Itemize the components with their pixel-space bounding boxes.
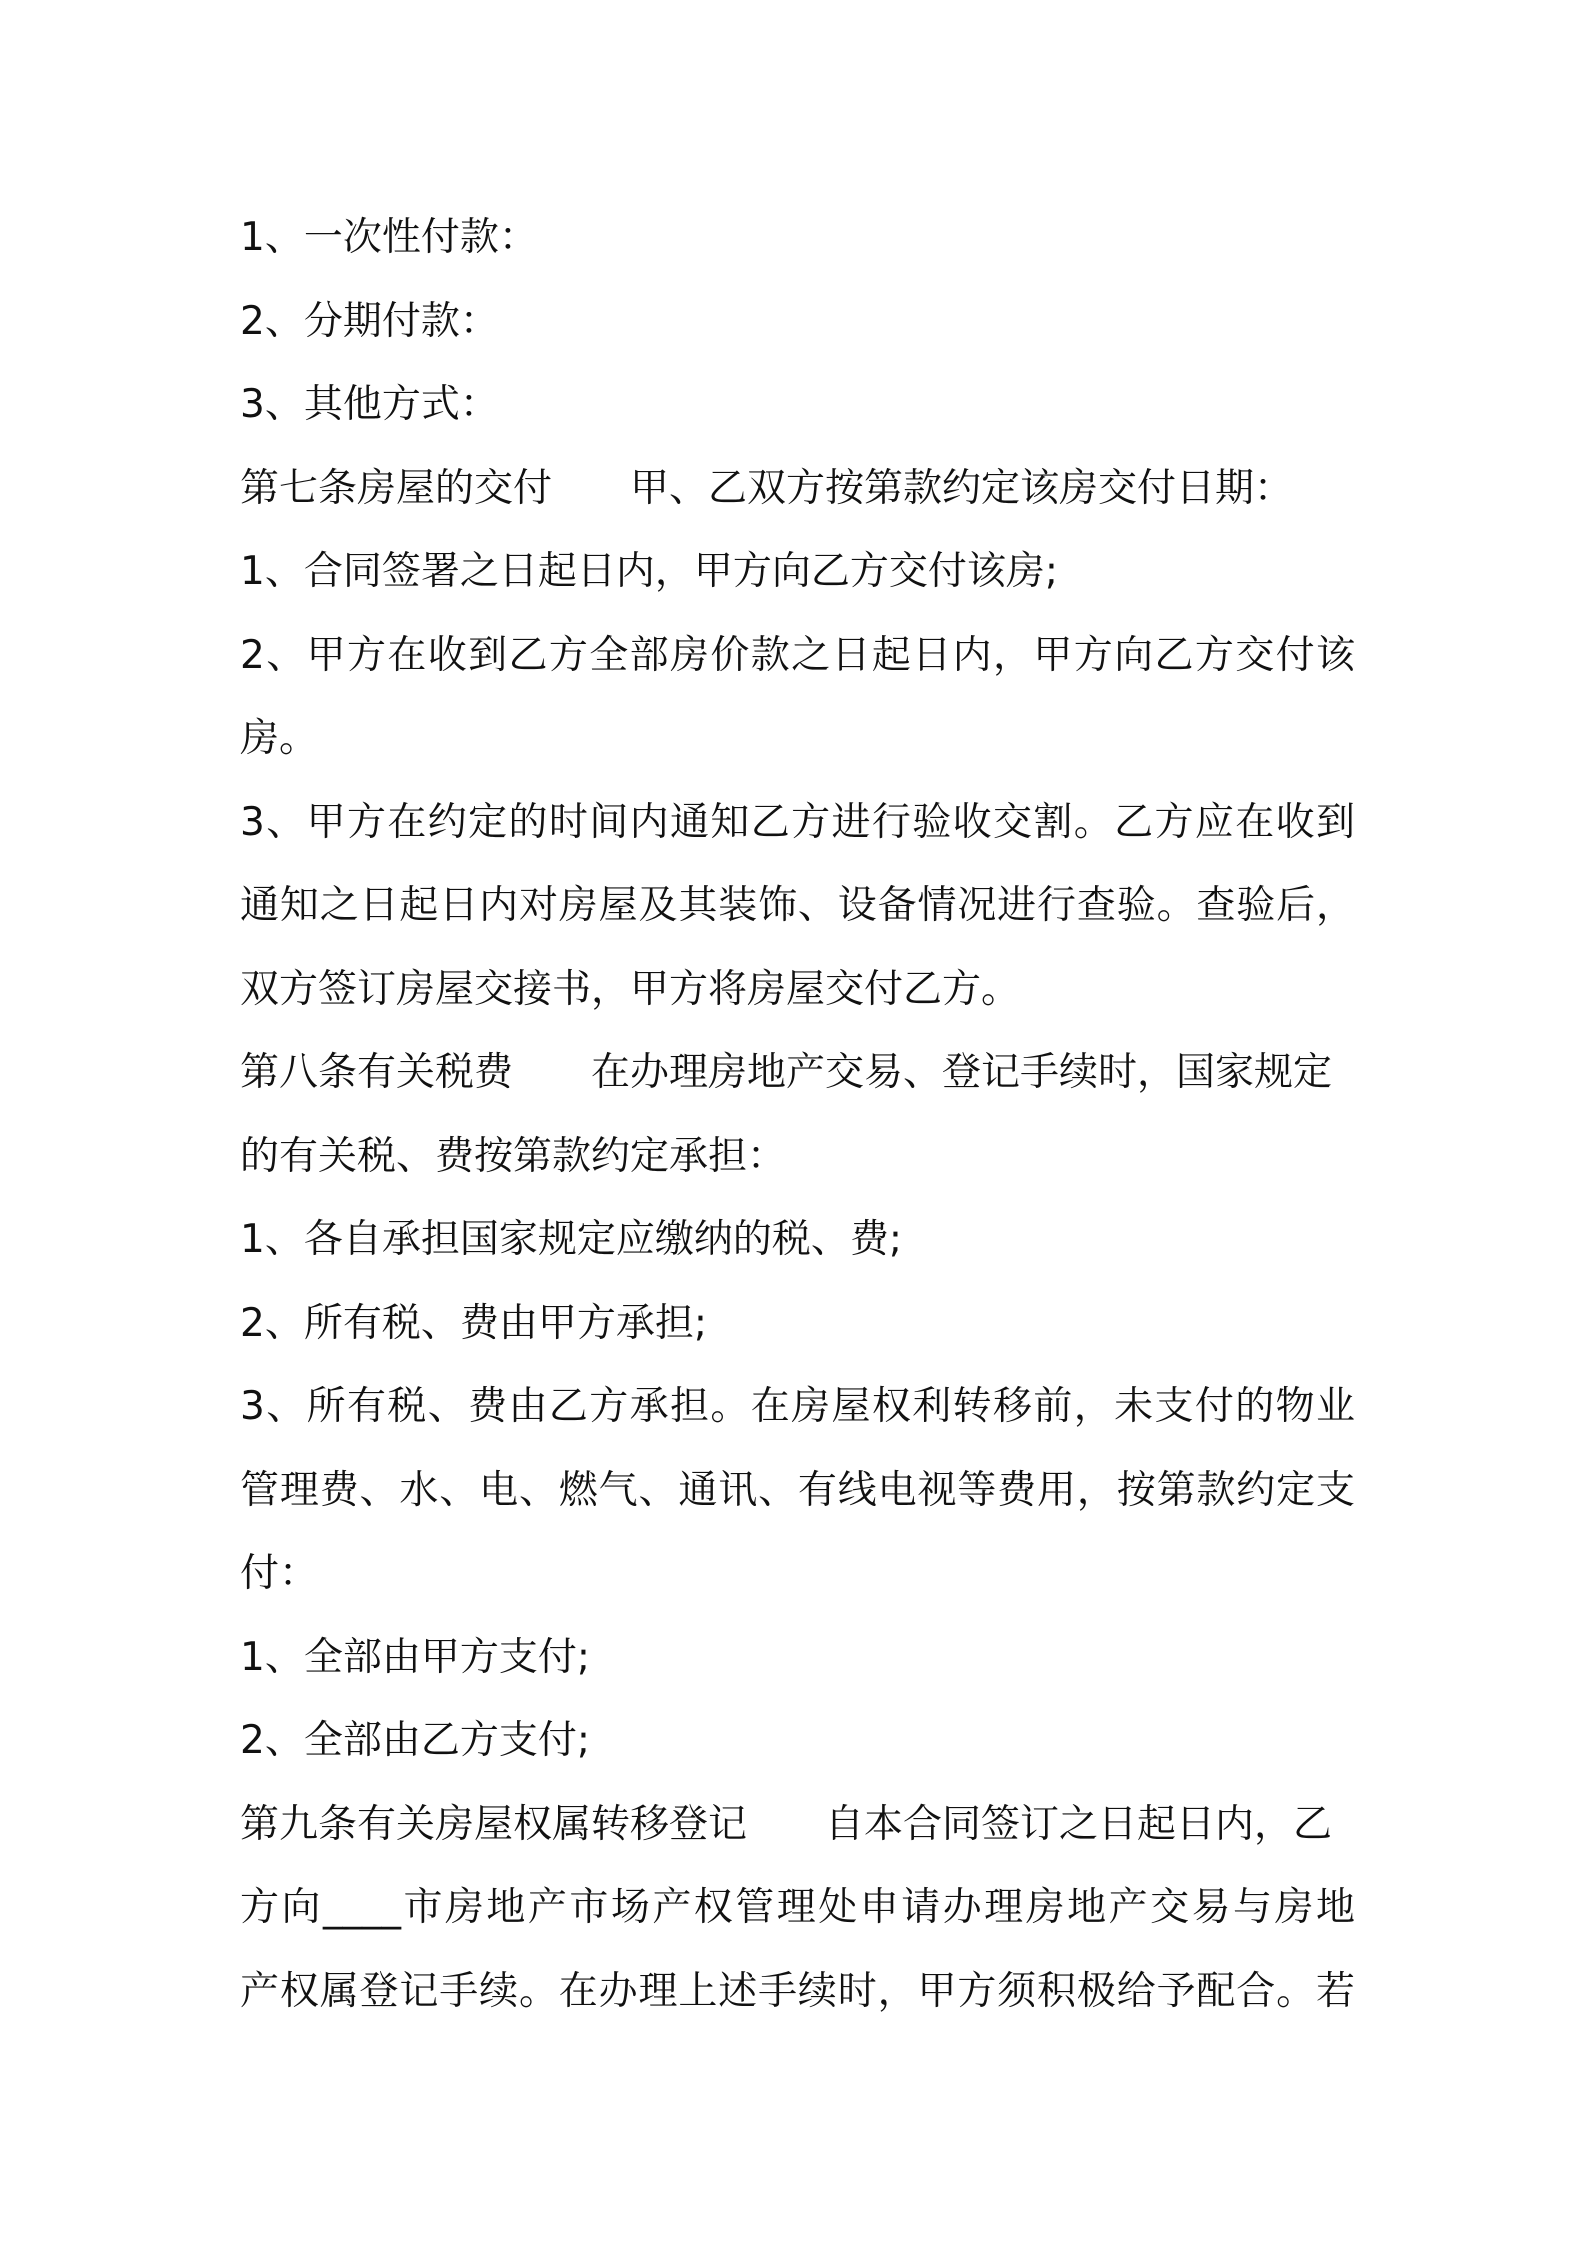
text-line: 产权属登记手续。在办理上述手续时，甲方须积极给予配合。若 <box>240 1968 1355 2014</box>
text-line: 通知之日起日内对房屋及其装饰、设备情况进行查验。查验后， <box>240 883 1355 928</box>
text-line: 1、一次性付款： <box>240 215 538 260</box>
text-line: 2、分期付款： <box>240 298 499 344</box>
text-line: 3、甲方在约定的时间内通知乙方进行验收交割。乙方应在收到 <box>240 799 1355 845</box>
article-9-title: 第九条有关房屋权属转移登记 <box>240 1801 748 1847</box>
text-line: 2、所有税、费由甲方承担; <box>240 1300 707 1346</box>
text-line: 1、合同签署之日起日内，甲方向乙方交付该房; <box>240 549 1058 594</box>
article-7-title: 第七条房屋的交付 <box>240 465 553 511</box>
article-8-text: 在办理房地产交易、登记手续时，国家规定 <box>591 1050 1333 1095</box>
article-9-text: 自本合同签订之日起日内，乙 <box>825 1801 1333 1847</box>
text-line: 付： <box>240 1551 319 1596</box>
text-line: 3、所有税、费由乙方承担。在房屋权利转移前，未支付的物业 <box>240 1384 1355 1429</box>
text-line: 1、各自承担国家规定应缴纳的税、费; <box>240 1217 902 1262</box>
text-line: 双方签订房屋交接书，甲方将房屋交付乙方。 <box>240 966 1021 1012</box>
article-7-heading-line <box>240 447 1355 531</box>
text-line: 3、其他方式： <box>240 382 499 427</box>
text-line: 管理费、水、电、燃气、通讯、有线电视等费用，按第款约定支 <box>240 1467 1355 1513</box>
text-line: 2、甲方在收到乙方全部房价款之日起日内，甲方向乙方交付该 <box>240 632 1355 678</box>
article-9-heading-line <box>240 1783 1355 1867</box>
text-line: 2、全部由乙方支付; <box>240 1718 590 1763</box>
text-line: 1、全部由甲方支付; <box>240 1634 590 1680</box>
article-8-heading-line <box>240 1031 1355 1115</box>
text-line: 的有关税、费按第款约定承担： <box>240 1133 787 1179</box>
contract-body <box>240 196 1355 2033</box>
text-line: 方向____市房地产市场产权管理处申请办理房地产交易与房地 <box>240 1885 1355 1930</box>
article-8-title: 第八条有关税费 <box>240 1050 514 1095</box>
text-line: 房。 <box>240 716 319 761</box>
article-7-text: 甲、乙双方按第款约定该房交付日期： <box>630 465 1294 511</box>
